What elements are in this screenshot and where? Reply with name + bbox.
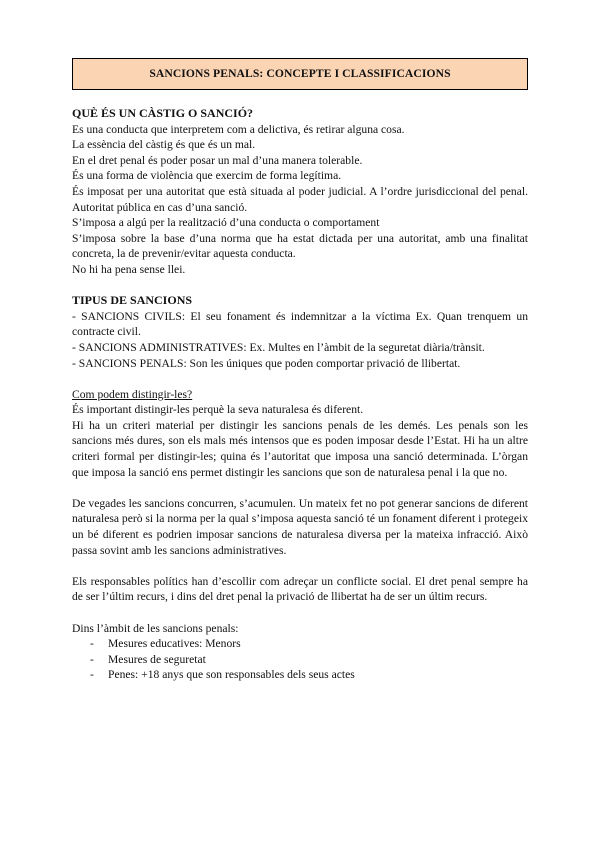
paragraph-last-resort: Els responsables polítics han d’escollir com adreçar un conflicte social. El dret penal sempre ha de ser l’últim recurs, i dins del dret penal la privació de llibertat ha de ser un últim recurs.: [72, 574, 528, 604]
spacer: [72, 605, 528, 621]
paragraph-line: S’imposa sobre la base d’una norma que ha estat dictada per una autoritat, amb una finalitat concreta, la de prevenir/evitar aquesta conducta.: [72, 231, 528, 261]
paragraph-line: És una forma de violència que exercim de forma legítima.: [72, 169, 342, 183]
list-item-text: Mesures de seguretat: [108, 652, 206, 666]
list-dash: -: [90, 668, 94, 682]
heading-what-is-punishment: QUÈ ÉS UN CÀSTIG O SANCIÓ?: [72, 106, 254, 120]
paragraph-line: És important distingir-les perquè la seva naturalesa és diferent.: [72, 403, 364, 417]
list-item-text: Mesures educatives: Menors: [108, 637, 241, 651]
heading-how-to-distinguish: Com podem distingir-les?: [72, 387, 193, 401]
paragraph-line: La essència del càstig és que és un mal.: [72, 138, 256, 152]
paragraph-line: S’imposa a algú per la realització d’una conducta o comportament: [72, 216, 380, 230]
list-item-text: Penes: +18 anys que son responsables dels seus actes: [108, 668, 355, 682]
spacer: [72, 278, 528, 294]
paragraph-criteria: Hi ha un criteri material per distingir les sancions penals de les demés. Les penals son les sancions més dures, son els mals més intensos que es poden imposar desde l’Estat. Hi ha un altre criteri formal per distingir-les; quina és l’autoritat que imposa una sanció determinada. L’òrgan que imposa la sanció ens permet distingir les sancions que son de naturalesa penal i la que no.: [72, 418, 528, 479]
paragraph-line: És imposat per una autoritat que està situada al poder judicial. A l’ordre jurisdiccional del penal. Autoritat pública en cas d’una sanció.: [72, 184, 528, 214]
sanction-type-civil: - SANCIONS CIVILS: El seu fonament és indemnitzar a la víctima Ex. Quan trenquem un contracte civil.: [72, 309, 528, 339]
sanction-type-administrative: - SANCIONS ADMINISTRATIVES: Ex. Multes en l’àmbit de la seguretat diària/trànsit.: [72, 340, 485, 354]
list-intro: Dins l’àmbit de les sancions penals:: [72, 621, 239, 635]
paragraph-line: Es una conducta que interpretem com a delictiva, és retirar alguna cosa.: [72, 122, 405, 136]
list-item: [72, 652, 528, 668]
list-item: [72, 636, 528, 652]
spacer: [72, 558, 528, 574]
list-dash: -: [90, 652, 94, 666]
paragraph-line: En el dret penal és poder posar un mal d’una manera tolerable.: [72, 153, 363, 167]
document-body: [72, 106, 528, 683]
spacer: [72, 480, 528, 496]
list-dash: -: [90, 637, 94, 651]
spacer: [72, 371, 528, 387]
penal-sanctions-list: [72, 636, 528, 683]
list-item: [72, 667, 528, 683]
heading-types-of-sanctions: TIPUS DE SANCIONS: [72, 293, 193, 308]
paragraph-concurrence: De vegades les sancions concurren, s’acumulen. Un mateix fet no pot generar sancions de diferent naturalesa però si la norma per la qual s’imposa aquesta sanció té un fonament diferent i protegeix un bé diferent es podrien imposar sancions de naturalesa diversa per la mateixa infracció. Això passa sovint amb les sancions administratives.: [72, 496, 528, 557]
paragraph-line: No hi ha pena sense llei.: [72, 262, 186, 276]
document-title: SANCIONS PENALS: CONCEPTE I CLASSIFICACIONS: [72, 58, 528, 90]
sanction-type-penal: - SANCIONS PENALS: Son les úniques que poden comportar privació de llibertat.: [72, 356, 461, 370]
